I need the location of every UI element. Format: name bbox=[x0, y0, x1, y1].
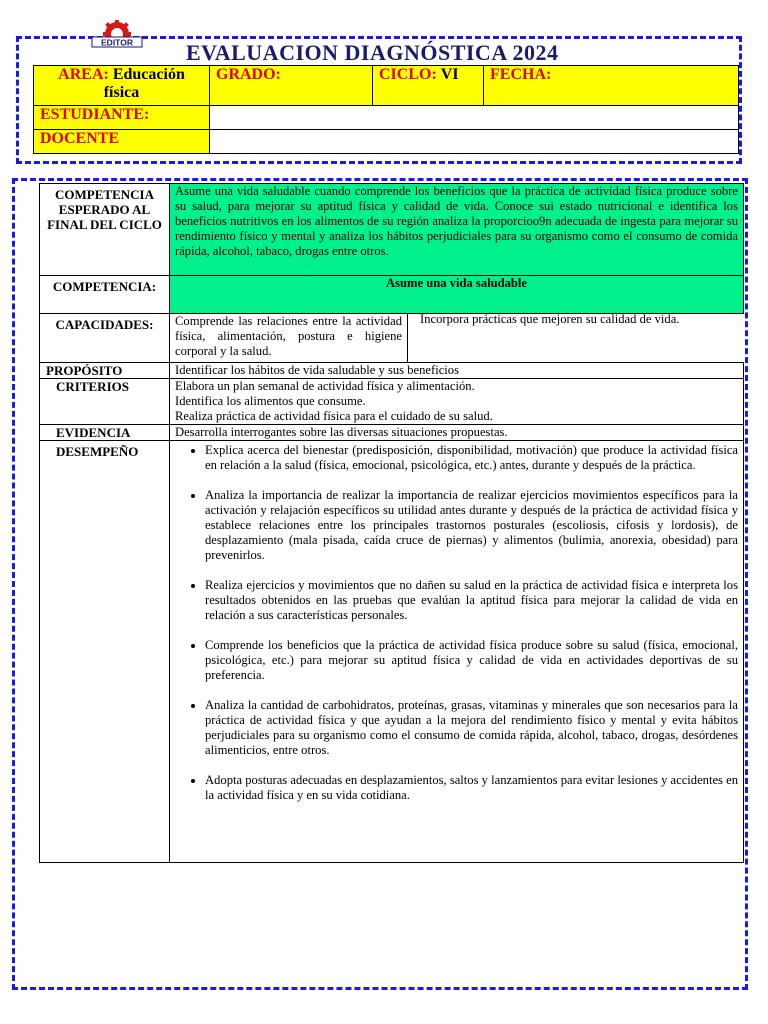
estudiante-label: ESTUDIANTE: bbox=[40, 106, 150, 123]
evidencia-text: Desarrolla interrogantes sobre las diversas situaciones propuestas. bbox=[170, 425, 744, 441]
grado-label: GRADO: bbox=[216, 66, 281, 83]
criterios-label: CRITERIOS bbox=[40, 379, 170, 425]
capacidades-label: CAPACIDADES: bbox=[40, 314, 170, 363]
editorial-logo bbox=[86, 20, 148, 54]
ciclo-cell[interactable] bbox=[373, 66, 484, 106]
criterio-item: Identifica los alimentos que consume. bbox=[175, 394, 366, 408]
student-info-table bbox=[33, 65, 739, 154]
grado-cell[interactable] bbox=[210, 66, 373, 106]
ciclo-value: VI bbox=[440, 66, 459, 83]
criterio-item: Realiza práctica de actividad física para el cuidado de su salud. bbox=[175, 409, 493, 423]
desempeno-item: • Adopta posturas adecuadas en desplazamientos, saltos y lanzamientos para evitar lesiones y accidentes en la actividad física y en su vida cotidiana. bbox=[205, 773, 738, 803]
competencia-esperado-text: Asume una vida saludable cuando comprende los beneficios que la práctica de actividad física produce sobre su salud, para mejorar su aptitud física y calidad de vida. Conoce sui estado nutricional e identifica los beneficios nutritivos en los alimentos de su región analiza la proporcioo9n adecuada de ingesta para mejorar su rendimiento físico y mental y analiza los hábitos perjudiciales para su organismo como el consumo de comida rápida, alcohol, tabaco, drogas entre otros. bbox=[170, 184, 744, 276]
competencia-label: COMPETENCIA: bbox=[40, 276, 170, 314]
area-value: Educación física bbox=[103, 66, 185, 101]
ciclo-label: CICLO: bbox=[379, 66, 437, 83]
desempeno-item: • Explica acerca del bienestar (predisposición, disponibilidad, motivación) que produce la actividad física en relación a la salud (física, emocional, psicológica, etc.) antes, durante y después de la práctica. bbox=[205, 443, 738, 473]
desempeno-item: • Analiza la cantidad de carbohidratos, proteínas, grasas, vitaminas y minerales que son necesarios para la práctica de actividad física y que ayudan a la mejora del rendimiento físico y mental y evita hábitos perjudiciales para su organismo como el consumo de comida rápida, alcohol, tabaco, drogas, desórdenes alimenticios, entre otros. bbox=[205, 698, 738, 758]
criterios-cell bbox=[170, 379, 744, 425]
estudiante-field[interactable] bbox=[210, 106, 739, 130]
competencia-text: Asume una vida saludable bbox=[170, 276, 744, 314]
capacidad-2: Incorpora prácticas que mejoren su calidad de vida. bbox=[408, 314, 744, 363]
capacidad-1: Comprende las relaciones entre la actividad física, alimentación, postura e higiene corporal y la salud. bbox=[170, 314, 408, 363]
area-cell bbox=[34, 66, 210, 106]
evaluation-table bbox=[39, 183, 744, 863]
estudiante-label-cell bbox=[34, 106, 210, 130]
competencia-esperado-label: COMPETENCIA ESPERADO AL FINAL DEL CICLO bbox=[40, 184, 170, 276]
desempeno-item: • Realiza ejercicios y movimientos que no dañen su salud en la práctica de actividad física e interpreta los resultados obtenidos en las pruebas que evalúan la aptitud física para mejorar la calidad de vida en relación a sus características personales. bbox=[205, 578, 738, 623]
proposito-label: PROPÓSITO bbox=[40, 363, 170, 379]
page-title: EVALUACION DIAGNÓSTICA 2024 bbox=[186, 40, 559, 65]
evidencia-label: EVIDENCIA bbox=[40, 425, 170, 441]
desempeno-list bbox=[175, 443, 738, 803]
logo-text: EDITOR bbox=[101, 37, 133, 48]
desempeno-item: • Analiza la importancia de realizar la importancia de realizar ejercicios movimientos específicos para la activación y relajación específicos su utilidad antes durante y después de la práctica de actividad física y establece relaciones entre los principales trastornos posturales (escoliosis, cifosis y lordosis), de desplazamiento (mala pisada, caída cruce de piernas) y alimentos (bulimia, anorexia, obesidad) para prevenirlos. bbox=[205, 488, 738, 563]
docente-label-cell bbox=[34, 130, 210, 154]
desempeno-cell bbox=[170, 441, 744, 863]
fecha-label: FECHA: bbox=[490, 66, 552, 83]
criterio-item: Elabora un plan semanal de actividad física y alimentación. bbox=[175, 379, 475, 393]
proposito-text: Identificar los hábitos de vida saludable y sus beneficios bbox=[170, 363, 744, 379]
fecha-cell[interactable] bbox=[484, 66, 739, 106]
area-label: AREA: bbox=[58, 66, 109, 83]
desempeno-item: • Comprende los beneficios que la práctica de actividad física produce sobre su salud (física, emocional, psicológica, etc.) para mejorar su aptitud física y calidad de vida en actividades deportivas de su preferencia. bbox=[205, 638, 738, 683]
docente-label: DOCENTE bbox=[40, 130, 120, 147]
docente-field[interactable] bbox=[210, 130, 739, 154]
desempeno-label: DESEMPEÑO bbox=[40, 441, 170, 863]
